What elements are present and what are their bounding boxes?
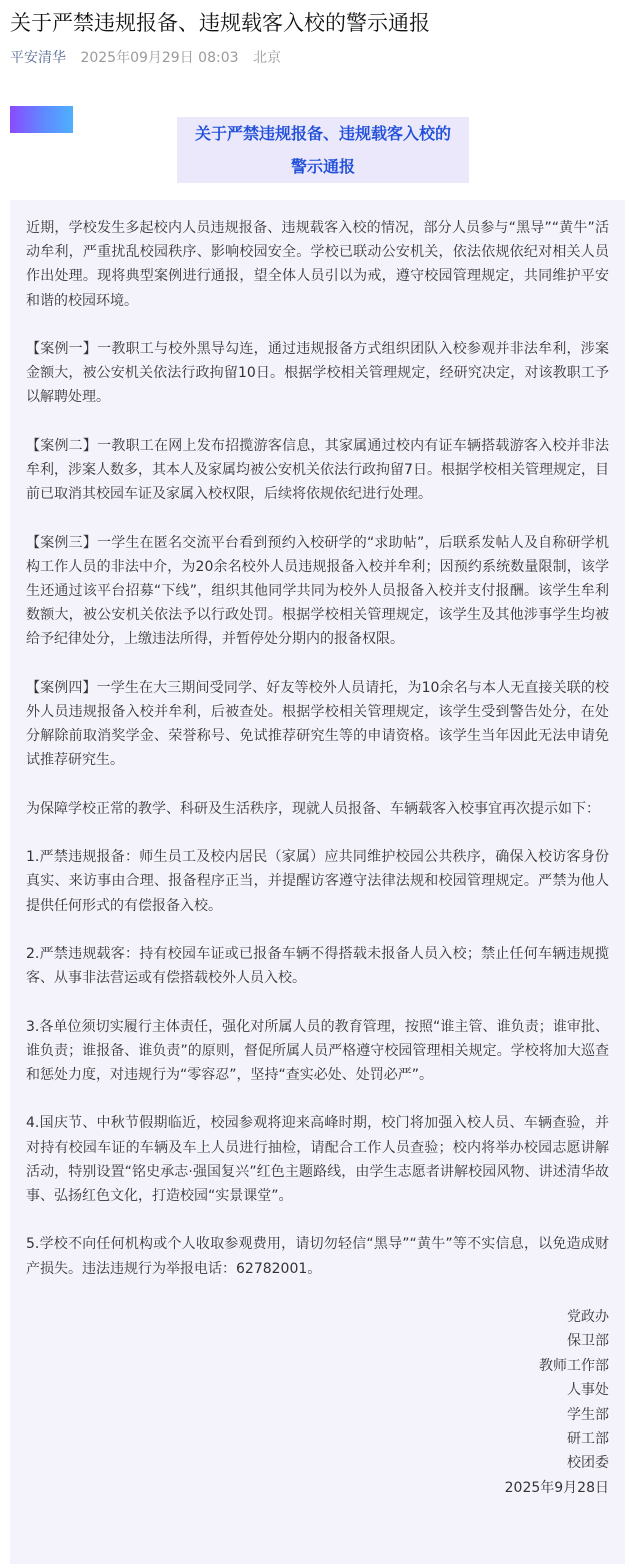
- signatory: 学生部: [567, 1406, 609, 1423]
- headline-banner: [177, 117, 469, 183]
- publish-location: 北京: [252, 50, 281, 66]
- paragraph-case-4: 【案例四】一学生在大三期间受同学、好友等校外人员请托，为10余名与本人无直接关联的校外人员违规报备入校并牟利，后被查处。根据学校相关管理规定，该学生受到警告处分，在处分解除前取消奖学金、荣誉称号、免试推荐研究生等的申请资格。该学生当年因此无法申请免试推荐研究生。: [26, 679, 609, 769]
- paragraph-intro: 近期，学校发生多起校内人员违规报备、违规载客入校的情况，部分人员参与“黑导”“黄牛”活动牟利，严重扰乱校园秩序、影响校园安全。学校已联动公安机关，依法依规依纪对相关人员作出处理。现将典型案例进行通报，望全体人员引以为戒，遵守校园管理规定，共同维护平安和谐的校园环境。: [26, 220, 609, 309]
- paragraph-case-1: 【案例一】一教职工与校外黑导勾连，通过违规报备方式组织团队入校参观并非法牟利，涉案金额大，被公安机关依法行政拘留10日。根据学校相关管理规定，经研究决定，对该教职工予以解聘处理。: [26, 341, 609, 406]
- signatory: 党政办: [567, 1308, 609, 1325]
- article-title: 关于严禁违规报备、违规载客入校的警示通报: [10, 11, 430, 35]
- notice-content: [10, 200, 625, 1564]
- paragraph-rule-1: 1.严禁违规报备：师生员工及校内居民（家属）应共同维护校园公共秩序，确保入校访客身份真实、来访事由合理、报备程序正当，并提醒访客遵守法律法规和校园管理规定。严禁为他人提供任何形式的有偿报备入校。: [26, 849, 609, 914]
- headline-line-2: 警示通报: [290, 157, 355, 176]
- article-meta: [10, 48, 291, 68]
- account-name-link[interactable]: 平安清华: [10, 50, 66, 66]
- paragraph-rule-2: 2.严禁违规载客：持有校园车证或已报备车辆不得搭载未报备人员入校；禁止任何车辆违规揽客、从事非法营运或有偿搭载校外人员入校。: [26, 945, 609, 987]
- headline-line-1: 关于严禁违规报备、违规载客入校的: [194, 124, 451, 143]
- signatory: 研工部: [567, 1431, 609, 1447]
- signatory: 校团委: [567, 1455, 609, 1472]
- paragraph-reminder-intro: 为保障学校正常的教学、科研及生活秩序，现就人员报备、车辆载客入校事宜再次提示如下：: [26, 800, 600, 817]
- signatory: 保卫部: [567, 1333, 609, 1350]
- signature-date: 2025年9月28日: [504, 1479, 609, 1496]
- decorative-gradient-bar: [10, 106, 73, 133]
- publish-datetime: 2025年09月29日 08:03: [80, 50, 239, 66]
- signatory: 人事处: [567, 1382, 609, 1399]
- paragraph-case-2: 【案例二】一教职工在网上发布招揽游客信息，其家属通过校内有证车辆搭载游客入校并非法牟利，涉案人数多，其本人及家属均被公安机关依法行政拘留7日。根据学校相关管理规定，目前已取消其校园车证及家属入校权限，后续将依规依纪进行处理。: [26, 437, 609, 503]
- paragraph-rule-3: 3.各单位须切实履行主体责任，强化对所属人员的教育管理，按照“谁主管、谁负责；谁审批、谁负责；谁报备、谁负责”的原则，督促所属人员严格遵守校园管理相关规定。学校将加大巡查和惩处力度，对违规行为“零容忍”，坚持“查实必处、处罚必严”。: [26, 1018, 609, 1083]
- paragraph-rule-4: 4.国庆节、中秋节假期临近，校园参观将迎来高峰时期，校门将加强入校人员、车辆查验，并对持有校园车证的车辆及车上人员进行抽检，请配合工作人员查验；校内将举办校园志愿讲解活动，特别设置“铭史承志·强国复兴”红色主题路线，由学生志愿者讲解校园风物、讲述清华故事、弘扬红色文化，打造校园“实景课堂”。: [26, 1115, 609, 1204]
- paragraph-rule-5: 5.学校不向任何机构或个人收取参观费用，请切勿轻信“黑导”“黄牛”等不实信息，以免造成财产损失。违法违规行为举报电话：62782001。: [26, 1236, 609, 1277]
- signatory: 教师工作部: [539, 1357, 609, 1374]
- paragraph-case-3: 【案例三】一学生在匿名交流平台看到预约入校研学的“求助帖”，后联系发帖人及自称研学机构工作人员的非法中介，为20余名校外人员违规报备入校并牟利；因预约系统数量限制，该学生还通过该平台招募“下线”，组织其他同学共同为校外人员报备入校并支付报酬。该学生牟利数额大，被公安机关依法予以行政处罚。根据学校相关管理规定，该学生及其他涉事学生均被给予纪律处分，上缴违法所得，并暂停处分期内的报备权限。: [26, 534, 609, 648]
- signature-block: [26, 1305, 609, 1500]
